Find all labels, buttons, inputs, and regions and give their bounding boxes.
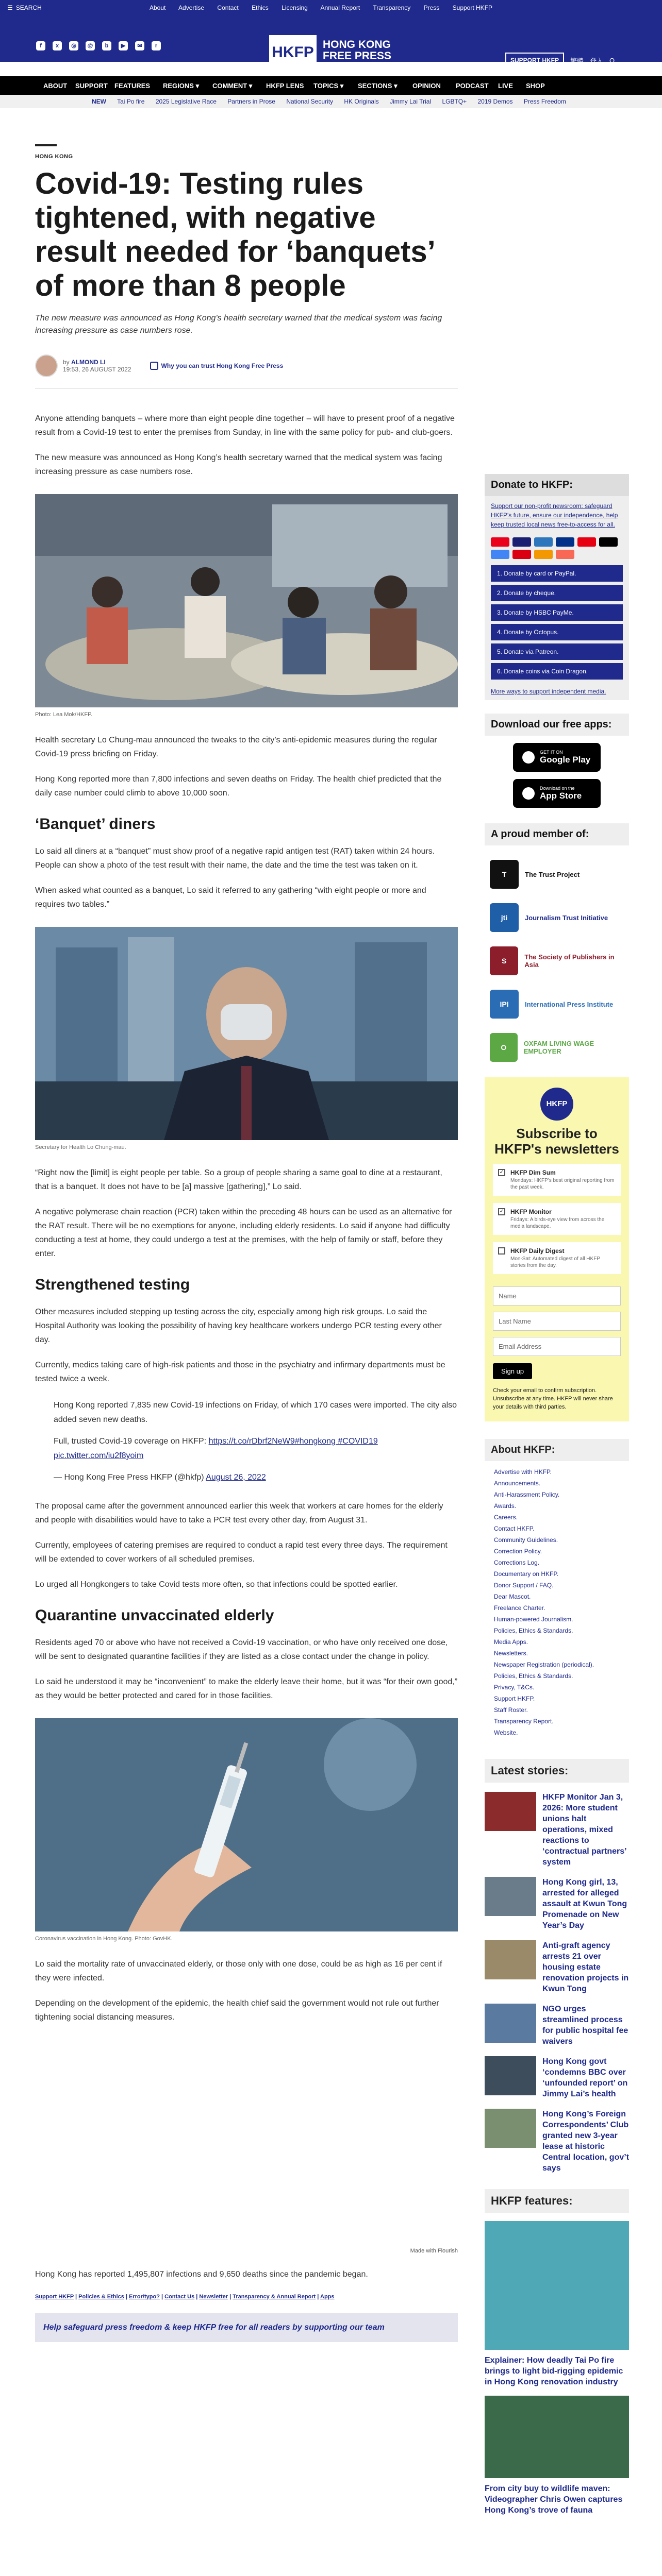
nav-item[interactable]: PODCAST — [456, 82, 489, 90]
ipi-icon: IPI — [490, 990, 519, 1019]
newsletter-box — [485, 1077, 629, 1421]
patreon-icon — [556, 550, 574, 559]
story-thumbnail — [485, 1792, 536, 1831]
apple-icon — [522, 787, 535, 800]
utility-link[interactable]: Licensing — [282, 4, 308, 11]
member-logo[interactable] — [485, 903, 629, 932]
utility-link[interactable]: Press — [423, 4, 440, 11]
nav-item[interactable]: HKFP LENS — [266, 82, 304, 90]
embedded-chart-placeholder — [35, 2024, 458, 2235]
language-switch[interactable]: 繁體 — [570, 57, 584, 65]
tweet-link[interactable]: https://t.co/rDbrf2NeW9#hongkong #COVID19 pic.twitter.com/iu2f8yoim — [54, 1437, 378, 1460]
feature-thumbnail — [485, 2221, 629, 2350]
about-link[interactable]: Staff Roster. — [494, 1706, 528, 1714]
about-link[interactable]: Freelance Charter. — [494, 1604, 545, 1612]
googlepay-icon — [491, 550, 509, 559]
visa-icon — [512, 537, 531, 547]
newsletter-option-name: HKFP Dim Sum — [510, 1169, 556, 1176]
logo-box: HKFP — [269, 35, 317, 66]
latest-story[interactable] — [485, 1877, 629, 1931]
paragraph: Currently, medics taking care of high-risk patients and those in the psychiatry and infirmary departments must be tested twice a week. — [35, 1361, 445, 1383]
newsletter-option-desc: Mon-Sat: Automated digest of all HKFP stories from the day. — [510, 1256, 600, 1268]
about-link[interactable]: Awards. — [494, 1502, 517, 1510]
trending-link[interactable]: Jimmy Lai Trial — [390, 98, 432, 105]
support-banner[interactable]: Help safeguard press freedom & keep HKFP free for all readers by supporting our team — [35, 2313, 458, 2342]
nav-item[interactable]: LIVE — [498, 82, 513, 90]
footer-link[interactable]: Transparency & Annual Report — [233, 2294, 316, 2300]
checkbox-checked[interactable]: ✓ — [498, 1169, 505, 1176]
author-prefix: by — [63, 359, 70, 366]
feature-thumbnail — [485, 2396, 629, 2478]
utility-link[interactable]: Annual Report — [320, 4, 360, 11]
newsletter-option[interactable] — [493, 1242, 621, 1274]
feature-story[interactable] — [485, 2221, 629, 2387]
nav-item[interactable]: REGIONS ▾ — [163, 82, 200, 90]
article-category[interactable]: HONG KONG — [35, 154, 73, 160]
apps-title: Download our free apps: — [485, 714, 629, 736]
footer-link[interactable]: Error/typo? — [129, 2294, 160, 2300]
account-link[interactable]: 登入 — [590, 57, 604, 65]
google-play-small: GET IT ON — [540, 750, 563, 755]
member-name: Journalism Trust Initiative — [525, 913, 608, 922]
article-lede: The new measure was announced as Hong Kong's health secretary warned that the medical system was facing increasing pressure as case numbers rose. — [35, 314, 442, 335]
about-links — [485, 1461, 629, 1743]
donate-option[interactable]: 6. Donate coins via Coin Dragon. — [491, 663, 623, 680]
donate-option[interactable]: 3. Donate by HSBC PayMe. — [491, 604, 623, 621]
payme-icon — [512, 550, 531, 559]
facebook-icon[interactable]: f — [36, 41, 45, 50]
about-link[interactable]: Advertise with HKFP. — [494, 1468, 552, 1476]
paragraph: The proposal came after the government announced earlier this week that workers at care homes for the elderly and people with disabilities would have to take a PCR test every other day, from August 31. — [35, 1502, 443, 1524]
about-title: About HKFP: — [485, 1439, 629, 1461]
utility-link[interactable]: Support HKFP — [452, 4, 493, 11]
footer-link[interactable]: Apps — [320, 2294, 335, 2300]
about-link[interactable]: Human-powered Journalism. — [494, 1616, 573, 1623]
paragraph: Currently, employees of catering premises are required to conduct a rapid test every three days. The requirement will be extended to cover workers of all scheduled premises. — [35, 1541, 448, 1564]
section-heading: ‘Banquet’ diners — [35, 816, 156, 833]
divider — [35, 388, 458, 389]
footer-link[interactable]: Newsletter — [199, 2294, 228, 2300]
latest-story[interactable] — [485, 2056, 629, 2099]
top-utility-bar — [0, 0, 662, 15]
about-link[interactable]: Support HKFP. — [494, 1695, 535, 1702]
youtube-icon[interactable]: ▶ — [119, 41, 128, 50]
paragraph: Other measures included stepping up testing across the city, especially among high risk groups. Lo said the Hospital Authority was looking the possibility of having key healthcare workers undergo PCR testing every other day. — [35, 1308, 442, 1344]
member-name: International Press Institute — [525, 1000, 614, 1008]
paragraph: Depending on the development of the epidemic, the health chief said the government would not rule out further tightening social distancing measures. — [35, 1999, 439, 2022]
about-link[interactable]: Contact HKFP. — [494, 1525, 535, 1532]
trust-label: Why you can trust Hong Kong Free Press — [161, 362, 284, 369]
newsletter-option-name: HKFP Daily Digest — [510, 1247, 565, 1255]
member-name: OXFAM LIVING WAGE EMPLOYER — [523, 1040, 594, 1055]
site-logo[interactable] — [269, 35, 391, 66]
member-title: A proud member of: — [485, 823, 629, 845]
article-footer-links: Support HKFP | Policies & Ethics | Error/typo? | Contact Us | Newsletter | Transparency & Annual Report | Apps — [35, 2294, 335, 2300]
author-avatar — [35, 354, 58, 377]
mastercard-icon — [491, 537, 509, 547]
newsletter-option-desc: Fridays: A birds-eye view from across the media landscape. — [510, 1217, 605, 1229]
google-play-button[interactable] — [513, 743, 601, 772]
donate-text-link[interactable]: Support our non-profit newsroom: safeguard HKFP's future, ensure our independence, help keep trusted local news free-to-access for all. — [491, 502, 618, 528]
trending-link[interactable]: HK Originals — [344, 98, 379, 105]
story-thumbnail — [485, 1877, 536, 1916]
story-thumbnail — [485, 1940, 536, 1979]
about-link[interactable]: Website. — [494, 1729, 518, 1736]
about-link[interactable]: Correction Policy. — [494, 1548, 542, 1555]
tweet-link-prefix: Full, trusted Covid-19 coverage on HKFP: — [54, 1437, 207, 1446]
paragraph: “Right now the [limit] is eight people per table. So a group of people sharing a same goal to dine at a restaurant, that is a banquet. It does not have to be [a] massive [gathering],” Lo said. — [35, 1168, 442, 1191]
feature-title: Explainer: How deadly Tai Po fire brings to light bid-rigging epidemic in Hong Kong renovation industry — [485, 2356, 623, 2386]
story-thumbnail — [485, 2004, 536, 2043]
trust-link[interactable] — [150, 362, 284, 370]
checkbox[interactable] — [498, 1247, 505, 1255]
paragraph: The new measure was announced as Hong Kong’s health secretary warned that the medical system was facing increasing pressure as case numbers rose. — [35, 453, 442, 476]
paragraph: A negative polymerase chain reaction (PCR) taken within the preceding 48 hours can be used as an alternative for the RAT result. There will be no exemptions for anyone, including elderly residents. Lo said if anyone had difficulty conducting a test at home, they could undergo a test at the premises, with the help of family or staff, before they enter. — [35, 1208, 452, 1258]
photo-caption: Photo: Lea Mok/HKFP. — [35, 711, 93, 718]
paypal-icon — [556, 537, 574, 547]
member-name: The Trust Project — [525, 870, 580, 878]
google-play-label: Google Play — [540, 755, 591, 765]
trending-link[interactable]: Partners in Prose — [227, 98, 275, 105]
nav-item[interactable]: COMMENT ▾ — [212, 82, 253, 90]
menu-icon: ☰ — [7, 4, 13, 11]
trending-link[interactable]: 2025 Legislative Race — [155, 98, 217, 105]
features-title: HKFP features: — [485, 2189, 629, 2213]
donate-box — [485, 474, 629, 700]
about-link[interactable]: Newsletters. — [494, 1650, 528, 1657]
publish-date: 19:53, 26 AUGUST 2022 — [63, 366, 131, 373]
site-header — [0, 15, 662, 65]
paragraph: Anyone attending banquets – where more than eight people dine together – will have to present proof of a negative result from a Covid-19 test to enter the premises from Sunday, in line with the same policy for pub- and club-goers. — [35, 414, 455, 437]
secretary-photo-illustration — [35, 927, 458, 1140]
about-link[interactable]: Announcements. — [494, 1480, 541, 1487]
trending-link[interactable]: Press Freedom — [523, 98, 566, 105]
about-link[interactable]: Transparency Report. — [494, 1718, 554, 1725]
google-play-icon — [522, 751, 535, 764]
instagram-icon[interactable]: ◎ — [69, 41, 78, 50]
about-link[interactable]: Policies, Ethics & Standards. — [494, 1672, 573, 1680]
paragraph: Lo urged all Hongkongers to take Covid tests more often, so that infections could be spotted earlier. — [35, 1580, 398, 1589]
about-link[interactable]: Community Guidelines. — [494, 1536, 558, 1544]
story-title: HKFP Monitor Jan 3, 2026: More student unions halt operations, mixed reactions to ‘contractual partners’ system — [542, 1793, 626, 1867]
photo-banquet — [35, 494, 458, 707]
story-title: Hong Kong girl, 13, arrested for alleged assault at Kwun Tong Promenade on New Year’s Day — [542, 1878, 627, 1930]
unionpay-icon — [577, 537, 596, 547]
story-title: NGO urges streamlined process for public hospital fee waivers — [542, 2005, 628, 2046]
story-title: Hong Kong govt ‘condemns BBC over ‘unfounded report’ on Jimmy Lai’s health — [542, 2057, 628, 2098]
photo-caption: Coronavirus vaccination in Hong Kong. Photo: GovHK. — [35, 1936, 173, 1942]
email-icon[interactable]: ✉ — [135, 41, 144, 50]
trending-link[interactable]: Tai Po fire — [117, 98, 145, 105]
byline-text — [63, 359, 131, 373]
paragraph: Residents aged 70 or above who have not received a Covid-19 vaccination, or who have only received one dose, will be sent to designated quarantine facilities if they are listed as a close contact under the change in policy. — [35, 1638, 448, 1661]
rss-icon[interactable]: r — [152, 41, 161, 50]
flourish-credit[interactable]: Made with Flourish — [410, 2248, 458, 2254]
section-heading: Strengthened testing — [35, 1276, 190, 1293]
jti-icon: jti — [490, 903, 519, 932]
trending-link[interactable]: LGBTQ+ — [442, 98, 467, 105]
signup-button[interactable]: Sign up — [493, 1363, 532, 1379]
utility-link[interactable]: Transparency — [373, 4, 411, 11]
social-links — [36, 41, 161, 50]
x-icon[interactable]: x — [53, 41, 62, 50]
about-link[interactable]: Corrections Log. — [494, 1559, 540, 1566]
donate-option[interactable]: 2. Donate by cheque. — [491, 585, 623, 601]
author-link[interactable]: ALMOND LI — [71, 359, 106, 366]
story-thumbnail — [485, 2109, 536, 2148]
member-name: The Society of Publishers in Asia — [524, 953, 615, 969]
checkbox-checked[interactable]: ✓ — [498, 1208, 505, 1215]
member-logo[interactable] — [485, 990, 629, 1019]
latest-story[interactable] — [485, 1940, 629, 1994]
app-store-button[interactable] — [513, 779, 601, 808]
utility-link[interactable]: Advertise — [178, 4, 205, 11]
nav-item[interactable]: SECTIONS ▾ — [358, 82, 398, 90]
sidebar — [485, 474, 629, 2516]
nav-item[interactable]: TOPICS ▾ — [313, 82, 344, 90]
search-label: SEARCH — [15, 4, 42, 11]
about-link[interactable]: Media Apps. — [494, 1638, 528, 1646]
support-button[interactable]: SUPPORT HKFP — [505, 53, 564, 68]
paragraph: Lo said the mortality rate of unvaccinated elderly, or those only with one dose, could be as high as 16 per cent if they were infected. — [35, 1960, 442, 1982]
main-nav — [0, 76, 662, 95]
photo-health-secretary — [35, 927, 458, 1140]
oxfam-icon: O — [490, 1033, 518, 1062]
trending-link[interactable]: 2019 Demos — [477, 98, 513, 105]
member-logo[interactable] — [485, 1033, 629, 1062]
story-thumbnail — [485, 2056, 536, 2095]
utility-link[interactable]: Contact — [217, 4, 239, 11]
paragraph: Lo said he understood it may be “inconvenient” to make the elderly leave their home, but it was “for their own good,” as they would be better protected and cared for in those facilities. — [35, 1677, 458, 1700]
newsletter-logo: HKFP — [540, 1088, 573, 1121]
bluesky-icon[interactable]: b — [102, 41, 111, 50]
about-link[interactable]: Donor Support / FAQ. — [494, 1582, 554, 1589]
article — [35, 144, 458, 2342]
about-link[interactable]: Careers. — [494, 1514, 518, 1521]
trust-icon — [150, 362, 158, 370]
photo-caption: Secretary for Health Lo Chung-mau. — [35, 1144, 126, 1150]
about-link[interactable]: Documentary on HKFP. — [494, 1570, 559, 1578]
logo-line: FREE PRESS — [323, 50, 392, 62]
paragraph: When asked what counted as a banquet, Lo said it referred to any gathering “with eight people or more and requires two tables.” — [35, 886, 426, 909]
nav-item[interactable]: OPINION — [412, 82, 441, 90]
byline — [35, 354, 458, 377]
newsletter-option-name: HKFP Monitor — [510, 1208, 552, 1215]
last-name-input[interactable]: Last Name — [493, 1312, 621, 1331]
paragraph: Lo said all diners at a “banquet” must show proof of a negative rapid antigen test (RAT) taken within 24 hours. People can show a photo of the test result with their name, the date and the time the test was taken on it. — [35, 847, 435, 870]
paragraph: Health secretary Lo Chung-mau announced the tweaks to the city’s anti-epidemic measures during the regular Covid-19 press briefing on Friday. — [35, 736, 437, 758]
story-title: Anti-graft agency arrests 21 over housing estate renovation projects in Kwun Tong — [542, 1941, 629, 1993]
tweet-signature: — Hong Kong Free Press HKFP (@hkfp) — [54, 1473, 204, 1482]
name-input[interactable]: Name — [493, 1286, 621, 1306]
nav-item[interactable]: FEATURES — [114, 82, 151, 90]
about-link[interactable]: Dear Mascot. — [494, 1593, 531, 1600]
photo-vaccination — [35, 1718, 458, 1931]
donate-option[interactable]: 1. Donate by card or PayPal. — [491, 565, 623, 582]
search-icon[interactable]: Q — [609, 56, 615, 64]
utility-links — [150, 4, 504, 11]
newsletter-title: Subscribe to HKFP's newsletters — [494, 1126, 619, 1157]
footer-link[interactable]: Support HKFP — [35, 2294, 74, 2300]
applepay-icon — [599, 537, 618, 547]
member-logo[interactable] — [485, 860, 629, 889]
about-link[interactable]: Newspaper Registration (periodical). — [494, 1661, 594, 1668]
nav-item[interactable]: SUPPORT — [75, 82, 108, 90]
vaccination-photo-illustration — [35, 1718, 458, 1931]
newsletter-note: Check your email to confirm subscription. Unsubscribe at any time. HKFP will never share your details with third parties. — [493, 1387, 613, 1410]
feature-story[interactable] — [485, 2396, 629, 2516]
about-link[interactable]: Anti-Harassment Policy. — [494, 1491, 560, 1498]
story-title: Hong Kong’s Foreign Correspondents’ Club granted new 3-year lease at historic Central location, gov’t says — [542, 2110, 630, 2173]
latest-story[interactable] — [485, 1792, 629, 1868]
footer-link[interactable]: Contact Us — [164, 2294, 195, 2300]
article-title: Covid-19: Testing rules tightened, with negative result needed for ‘banquets’ of more than 8 people — [35, 167, 434, 302]
donate-title: Donate to HKFP: — [485, 474, 629, 496]
latest-story[interactable] — [485, 2004, 629, 2047]
utility-link[interactable]: About — [150, 4, 166, 11]
trust-project-icon: T — [490, 860, 519, 889]
paragraph: Hong Kong reported more than 7,800 infections and seven deaths on Friday. The health chief predicted that the daily case number could climb to above 10,000 soon. — [35, 775, 442, 798]
amex-icon — [534, 537, 553, 547]
newsletter-option[interactable] — [493, 1203, 621, 1235]
nav-item[interactable]: SHOP — [526, 82, 545, 90]
newsletter-option[interactable] — [493, 1164, 621, 1196]
utility-link[interactable]: Ethics — [252, 4, 269, 11]
trending-link[interactable]: National Security — [286, 98, 334, 105]
about-link[interactable]: Privacy, T&Cs. — [494, 1684, 535, 1691]
payment-logos — [485, 534, 629, 562]
paragraph: Hong Kong has reported 1,495,807 infections and 9,650 deaths since the pandemic began. — [35, 2270, 368, 2279]
octopus-icon — [534, 550, 553, 559]
email-input[interactable]: Email Address — [493, 1337, 621, 1356]
donate-text — [485, 496, 629, 534]
banquet-photo-illustration — [35, 494, 458, 707]
new-label: NEW — [92, 98, 106, 105]
embedded-tweet — [54, 1398, 458, 1485]
latest-title: Latest stories: — [485, 1759, 629, 1783]
threads-icon[interactable]: @ — [86, 41, 95, 50]
donate-option[interactable]: 5. Donate via Patreon. — [491, 643, 623, 660]
latest-story[interactable] — [485, 2109, 629, 2174]
nav-item[interactable]: ABOUT — [43, 82, 68, 90]
donate-option[interactable]: 4. Donate by Octopus. — [491, 624, 623, 640]
newsletter-option-desc: Mondays: HKFP's best original reporting from the past week. — [510, 1178, 615, 1190]
header-actions — [505, 53, 615, 68]
section-heading: Quarantine unvaccinated elderly — [35, 1607, 274, 1624]
logo-text — [323, 39, 391, 62]
app-store-small: Download on the — [540, 786, 575, 791]
footer-link[interactable]: Policies & Ethics — [78, 2294, 124, 2300]
member-logo[interactable] — [485, 946, 629, 975]
tweet-text: Hong Kong reported 7,835 new Covid-19 infections on Friday, of which 170 cases were imported. The city also added seven new deaths. — [54, 1401, 457, 1424]
app-store-label: App Store — [540, 791, 582, 801]
search-toggle[interactable] — [7, 4, 45, 11]
more-ways-link[interactable]: More ways to support independent media. — [491, 688, 606, 695]
tweet-date[interactable]: August 26, 2022 — [206, 1473, 266, 1482]
divider — [35, 144, 57, 146]
logo-line: HONG KONG — [323, 39, 391, 50]
feature-title: From city buy to wildlife maven: Videographer Chris Owen captures Hong Kong’s trove of fauna — [485, 2484, 623, 2515]
trending-nav — [0, 95, 662, 108]
about-link[interactable]: Policies, Ethics & Standards. — [494, 1627, 573, 1634]
sopa-icon: S — [490, 946, 518, 975]
